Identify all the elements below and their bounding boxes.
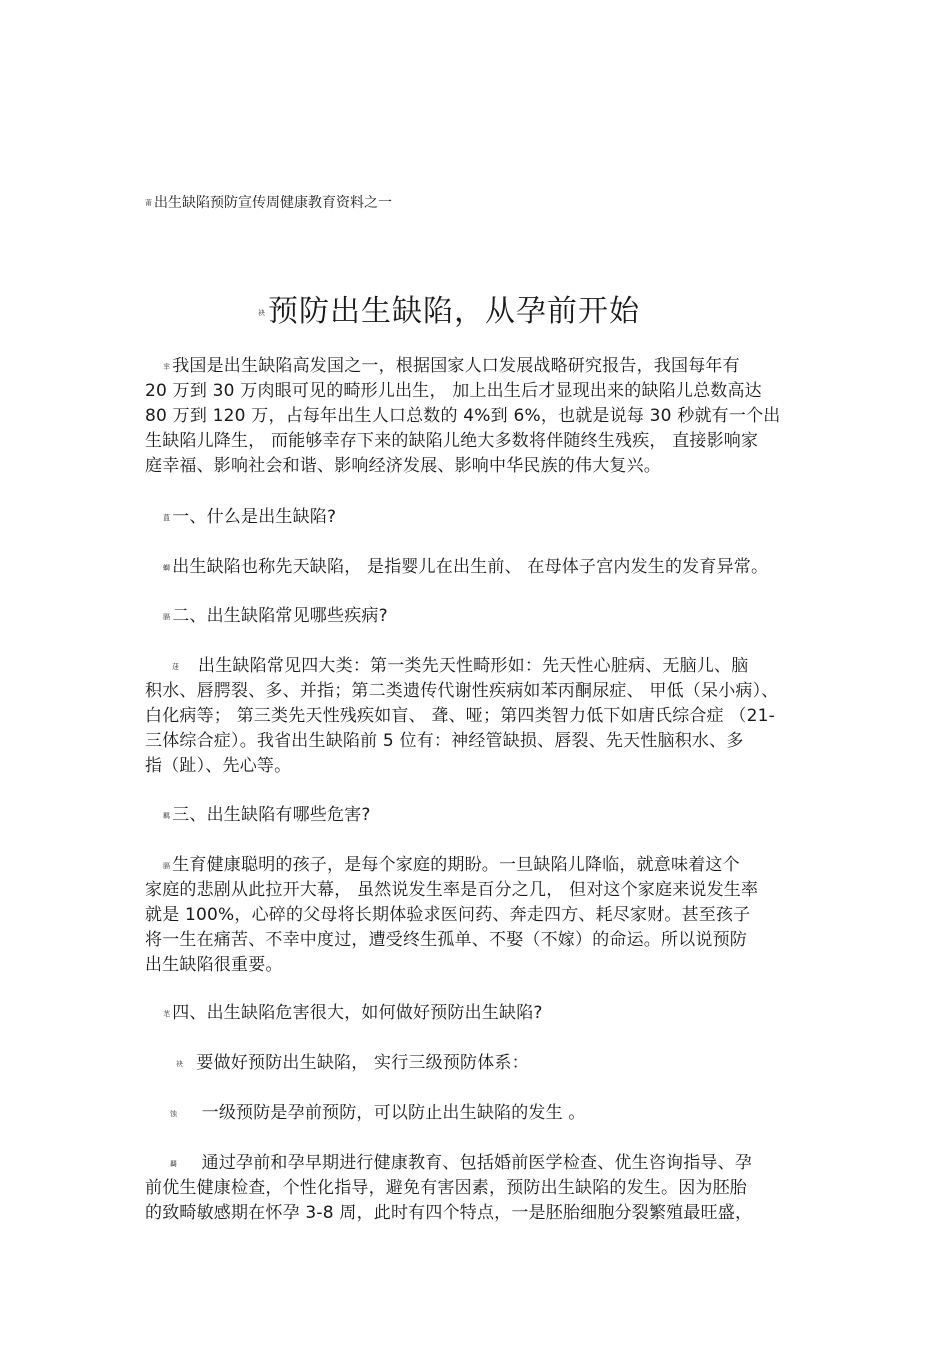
section-3-line-5: 出生缺陷很重要。 [145, 955, 283, 975]
section-4-heading [163, 1001, 543, 1026]
heading-text: 二、出生缺陷常见哪些疾病? [172, 606, 388, 626]
heading-text: 三、出生缺陷有哪些危害? [172, 805, 371, 825]
section-2-line-4: 三体综合症）。我省出生缺陷前 5 位有：神经管缺损、唇裂、先天性脑积水、多 [145, 731, 744, 751]
heading-text: 一、什么是出生缺陷? [172, 507, 337, 527]
paragraph-marker: 羇 [170, 1160, 178, 1168]
prevention-detail-line-1 [170, 1151, 752, 1176]
paragraph-marker: 莆 [145, 199, 152, 207]
paragraph-marker: 芼 [163, 1010, 171, 1018]
prevention-detail-line-2: 前优生健康检查，个性化指导，避免有害因素，预防出生缺陷的发生。因为胚胎 [145, 1178, 747, 1198]
heading-text: 四、出生缺陷危害很大，如何做好预防出生缺陷? [172, 1003, 543, 1023]
section-1-body [163, 555, 768, 580]
paragraph-marker: 蒁 [172, 663, 180, 671]
paragraph-marker: 羁 [163, 812, 171, 820]
intro-line-2: 20 万到 30 万肉眼可见的畸形儿出生， 加上出生后才显现出来的缺陷儿总数高达 [145, 381, 762, 401]
subtitle-text: 出生缺陷预防宣传周健康教育资料之一 [154, 195, 392, 211]
paragraph-marker: 蚀 [170, 1110, 178, 1118]
prevention-detail-line-3: 的致畸敏感期在怀孕 3-8 周，此时有四个特点，一是胚胎细胞分裂繁殖最旺盛， [145, 1203, 753, 1223]
section-3-line-3: 就是 100%，心碎的父母将长期体验求医问药、奔走四方、耗尽家财。甚至孩子 [145, 905, 751, 925]
title-text: 预防出生缺陷，从孕前开始 [268, 294, 640, 329]
paragraph-marker: 袂 [176, 1060, 184, 1068]
section-2-line-2: 积水、唇腭裂、多、并指；第二类遗传代谢性疾病如苯丙酮尿症、 甲低（呆小病）、 [145, 681, 779, 701]
section-3-line-1 [163, 853, 740, 878]
intro-line-4: 生缺陷儿降生， 而能够幸存下来的缺陷儿绝大多数将伴随终生残疾， 直接影响家 [145, 431, 759, 451]
paragraph-marker: 蒀 [163, 514, 171, 522]
intro-line-3: 80 万到 120 万，占每年出生人口总数的 4%到 6%，也就是说每 30 秒就有一个出 [145, 406, 781, 426]
section-3-line-4: 将一生在痛苦、不幸中度过，遭受终生孤单、不娶（不嫁）的命运。所以说预防 [145, 930, 747, 950]
body-text: 要做好预防出生缺陷， 实行三级预防体系： [196, 1053, 529, 1073]
paragraph-marker: 袂 [258, 309, 266, 317]
body-text: 一级预防是孕前预防，可以防止出生缺陷的发生 。 [201, 1103, 586, 1123]
paragraph-marker: 芈 [163, 363, 171, 371]
intro-line-5: 庭幸福、影响社会和谐、影响经济发展、影响中华民族的伟大复兴。 [145, 456, 661, 476]
section-2-line-5: 指（趾）、先心等。 [145, 756, 292, 776]
body-text: 出生缺陷常见四大类：第一类先天性畸形如：先天性心脏病、无脑儿、脑 [198, 656, 749, 676]
document-title [258, 286, 640, 330]
prevention-intro [176, 1051, 529, 1076]
body-text: 通过孕前和孕早期进行健康教育、包括婚前医学检查、优生咨询指导、孕 [201, 1153, 753, 1173]
paragraph-marker: 膈 [163, 862, 171, 870]
section-2-heading [163, 604, 388, 629]
section-1-heading [163, 505, 336, 530]
intro-text: 我国是出生缺陷高发国之一，根据国家人口发展战略研究报告，我国每年有 [172, 356, 740, 376]
section-3-heading [163, 803, 371, 828]
document-subtitle [145, 192, 392, 212]
body-text: 出生缺陷也称先天缺陷， 是指婴儿在出生前、 在母体子宫内发生的发育异常。 [172, 557, 769, 577]
section-2-line-1 [172, 654, 748, 679]
primary-prevention [170, 1101, 586, 1126]
section-2-line-3: 白化病等； 第三类先天性残疾如盲、 聋、哑；第四类智力低下如唐氏综合症 （21- [145, 706, 775, 726]
paragraph-marker: 螄 [163, 564, 171, 572]
intro-line-1 [163, 354, 740, 379]
paragraph-marker: 膈 [163, 613, 171, 621]
body-text: 生育健康聪明的孩子，是每个家庭的期盼。一旦缺陷儿降临，就意味着这个 [172, 855, 740, 875]
section-3-line-2: 家庭的悲剧从此拉开大幕， 虽然说发生率是百分之几， 但对这个家庭来说发生率 [145, 880, 759, 900]
